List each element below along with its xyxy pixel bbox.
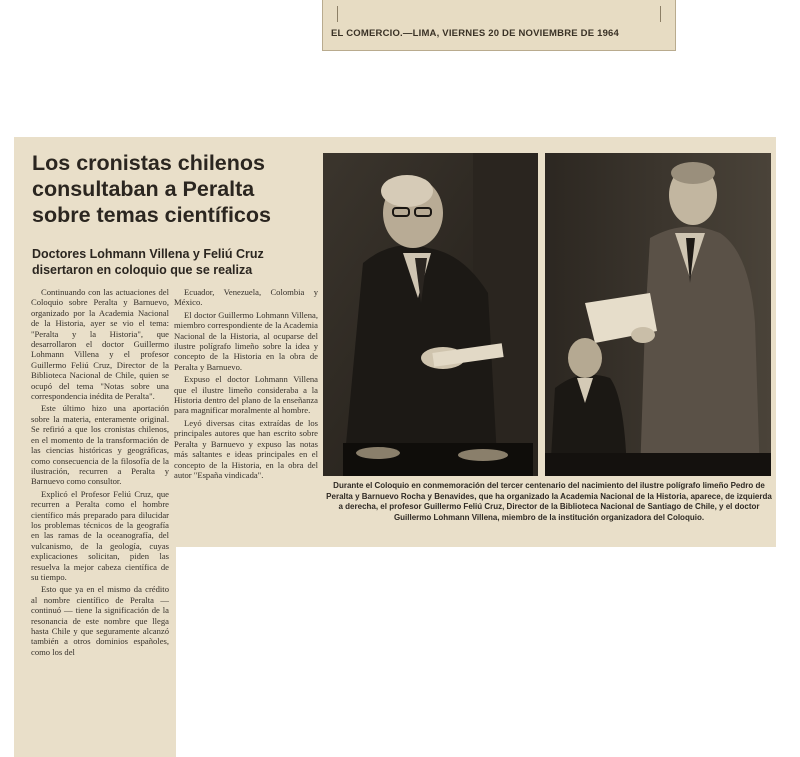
article-subheadline: Doctores Lohmann Villena y Feliú Cruz disertaron en coloquio que se realiza	[32, 247, 264, 277]
column-1-paragraph: Continuando con las actuaciones del Coloquio sobre Peralta y Barnuevo, organizado por la Academia Nacional de la Historia, ayer se vio el tema: "Peralta y la Historia", que desarrollaron el doctor Guillermo Lohmann Villena y el profesor Guillermo Feliú Cruz, Director de la Biblioteca Nacional de Chile, quien se ocupó del tema "Notas sobre una correspondencia inédita de Peralta".	[31, 287, 169, 402]
photo-feliu-cruz-image	[323, 153, 538, 476]
photo-caption: Durante el Coloquio en conmemoración del tercer centenario del nacimiento del ilustre polígrafo limeño Pedro de Peralta y Barnuevo Rocha y Benavides, que ha organizado la Academia Nacional de la Historia, aparece, de izquierda a derecha, el profesor Guillermo Feliú Cruz, Director de la Biblioteca Nacional de Santiago de Chile, y el doctor Guillermo Lohmann Villena, miembro de la institución organizadora del Coloquio.	[326, 481, 772, 522]
photo-lohmann-villena-image	[545, 153, 771, 476]
column-1-paragraph: Este último hizo una aportación sobre la materia, enteramente original. Se refirió a que los cronistas chilenos, en el momento de la transformación de las ciencias históricas y geográficas, como consecuencia de la filosofía de la ilustración, recurren a Peralta y Barnuevo como consultor.	[31, 403, 169, 487]
column-1-paragraph: Explicó el Profesor Feliú Cruz, que recurren a Peralta como el hombre científico más preparado para dilucidar los problemas técnicos de la geografía en las ramas de la oceanografía, del vulcanismo, de la geología, cuyas explicaciones solicitan, piden las resuelva la mejor cabeza científica de su tiempo.	[31, 488, 169, 582]
masthead-rule	[337, 6, 661, 22]
column-1-paragraph: Esto que ya en el mismo da crédito al nombre científico de Peralta — continuó — tiene la significación de la resonancia de este nombre que llega hasta Chile y que seguramente alcanzó también a otros dominios españoles, como los del	[31, 584, 169, 657]
newspaper-dateline: EL COMERCIO.—LIMA, VIERNES 20 DE NOVIEMBRE DE 1964	[331, 28, 620, 39]
column-2-paragraph: Expuso el doctor Lohmann Villena que el ilustre limeño consideraba a la Historia dentro del plano de la enseñanza para magnificar moralmente al hombre.	[174, 374, 318, 416]
photo-feliu-cruz	[323, 153, 538, 476]
article-column-1	[31, 287, 169, 752]
article-column-2	[174, 287, 318, 543]
dateline-strip	[322, 0, 676, 51]
article-headline: Los cronistas chilenos consultaban a Peralta sobre temas científicos	[32, 151, 271, 227]
column-2-paragraph: El doctor Guillermo Lohmann Villena, miembro correspondiente de la Academia Nacional de la Historia, al ocuparse del ilustre polígrafo limeño sobre la idea y concepto de la Historia en la obra de Peralta y Barnuevo.	[174, 309, 318, 372]
column-2-paragraph: Ecuador, Venezuela, Colombia y México.	[174, 287, 318, 308]
photo-lohmann-villena	[545, 153, 771, 476]
column-2-paragraph: Leyó diversas citas extraídas de los principales autores que han escrito sobre Peralta y Barnuevo y expuso las notas más saltantes e ideas principales en el concepto de la Historia, en la obra del autor "España vindicada".	[174, 417, 318, 480]
